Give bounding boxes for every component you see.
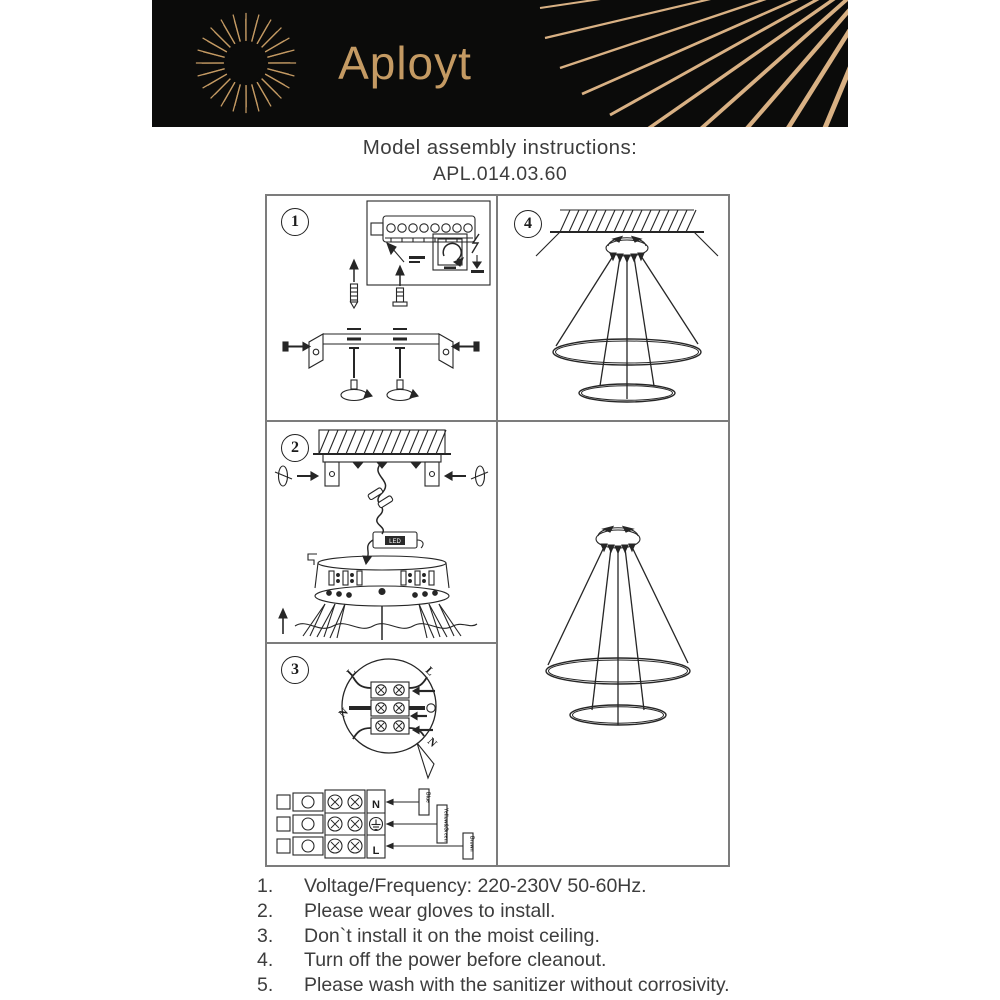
note-item <box>257 973 817 998</box>
note-text: Turn off the power before cleanout. <box>304 949 607 972</box>
step-2-number: 2 <box>281 434 309 462</box>
wire-tag-blue: Blue <box>424 792 431 803</box>
note-item <box>257 874 817 899</box>
instruction-grid <box>265 194 730 867</box>
title-block <box>0 136 1000 186</box>
note-number: 5. <box>257 974 274 997</box>
step-1-panel <box>267 196 498 422</box>
step-2-diagram <box>267 422 496 642</box>
wire-tag-yellow-green: Yellow&Green <box>442 808 449 842</box>
note-number: 3. <box>257 924 274 947</box>
step-1-diagram <box>267 196 496 420</box>
step-4-number: 4 <box>514 210 542 238</box>
step-4-panel <box>498 196 728 422</box>
lens-n-left-label: N <box>336 706 351 721</box>
note-text: Don`t install it on the moist ceiling. <box>304 924 600 947</box>
assembled-pendant-panel <box>498 422 728 865</box>
brand-name: Aployt <box>338 37 472 89</box>
step-2-panel <box>267 422 498 644</box>
note-number: 4. <box>257 949 274 972</box>
model-number: APL.014.03.60 <box>432 163 568 185</box>
brand-banner <box>152 0 848 127</box>
wire-tag-brown: Brown <box>468 836 475 852</box>
safety-notes-list <box>257 874 817 998</box>
step-3-diagram <box>267 644 496 865</box>
note-item <box>257 924 817 949</box>
starburst-logo-icon <box>193 10 299 116</box>
strip-n-label: N <box>372 799 380 811</box>
note-item <box>257 948 817 973</box>
note-number: 2. <box>257 899 274 922</box>
note-text: Please wear gloves to install. <box>304 899 556 922</box>
lens-n-right-label: N <box>424 735 439 750</box>
strip-l-label: L <box>372 845 380 857</box>
note-text: Voltage/Frequency: 220-230V 50-60Hz. <box>304 875 647 897</box>
note-text: Please wash with the sanitizer without corrosivity. <box>304 974 730 997</box>
step-3-number: 3 <box>281 656 309 684</box>
lens-l-right-label: L <box>422 664 437 679</box>
note-number: 1. <box>257 875 274 897</box>
lens-l-left-label: L <box>344 665 359 680</box>
page-title: Model assembly instructions: <box>362 136 638 159</box>
step-1-number: 1 <box>281 208 309 236</box>
led-driver-label: LED <box>389 539 401 545</box>
step-3-panel <box>267 644 498 865</box>
assembled-pendant-diagram <box>498 422 728 865</box>
step-4-diagram <box>498 196 728 420</box>
note-item <box>257 899 817 924</box>
